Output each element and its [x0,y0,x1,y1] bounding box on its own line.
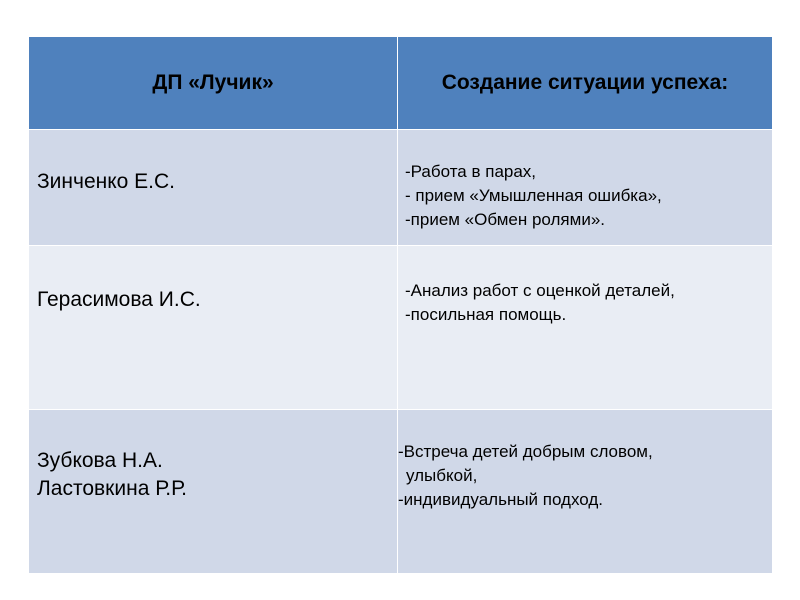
header-technique-label: Создание ситуации успеха: [441,71,729,94]
list-item: -Встреча детей добрым словом, [398,442,653,461]
list-item: -прием «Обмен ролями». [405,210,605,229]
list-item: -Работа в парах, [405,162,537,181]
list-item: - прием «Умышленная ошибка», [405,186,662,205]
teacher-name: Зубкова Н.А. [37,449,163,472]
teacher-name: Зинченко Е.С. [37,170,176,193]
items-cell [398,410,773,574]
table-row [29,130,773,246]
header-group-label: ДП «Лучик» [152,71,274,94]
list-item: -Анализ работ с оценкой деталей, [405,281,675,300]
items-cell [398,246,773,410]
header-cell-group [29,37,398,130]
name-cell [29,410,398,574]
staff-techniques-table [28,36,773,574]
teacher-name: Ластовкина Р.Р. [37,477,187,500]
teacher-name: Герасимова И.С. [37,288,201,311]
header-cell-technique [398,37,773,130]
technique-list [398,246,772,327]
name-cell [29,130,398,246]
technique-list [398,130,772,232]
list-item: улыбкой, [406,466,478,485]
list-item: -посильная помощь. [405,305,567,324]
list-item: -индивидуальный подход. [398,490,604,509]
name-cell [29,246,398,410]
table-row [29,410,773,574]
table-row [29,246,773,410]
technique-list [398,410,772,512]
header-row [29,37,773,130]
teacher-names [29,410,397,503]
items-cell [398,130,773,246]
